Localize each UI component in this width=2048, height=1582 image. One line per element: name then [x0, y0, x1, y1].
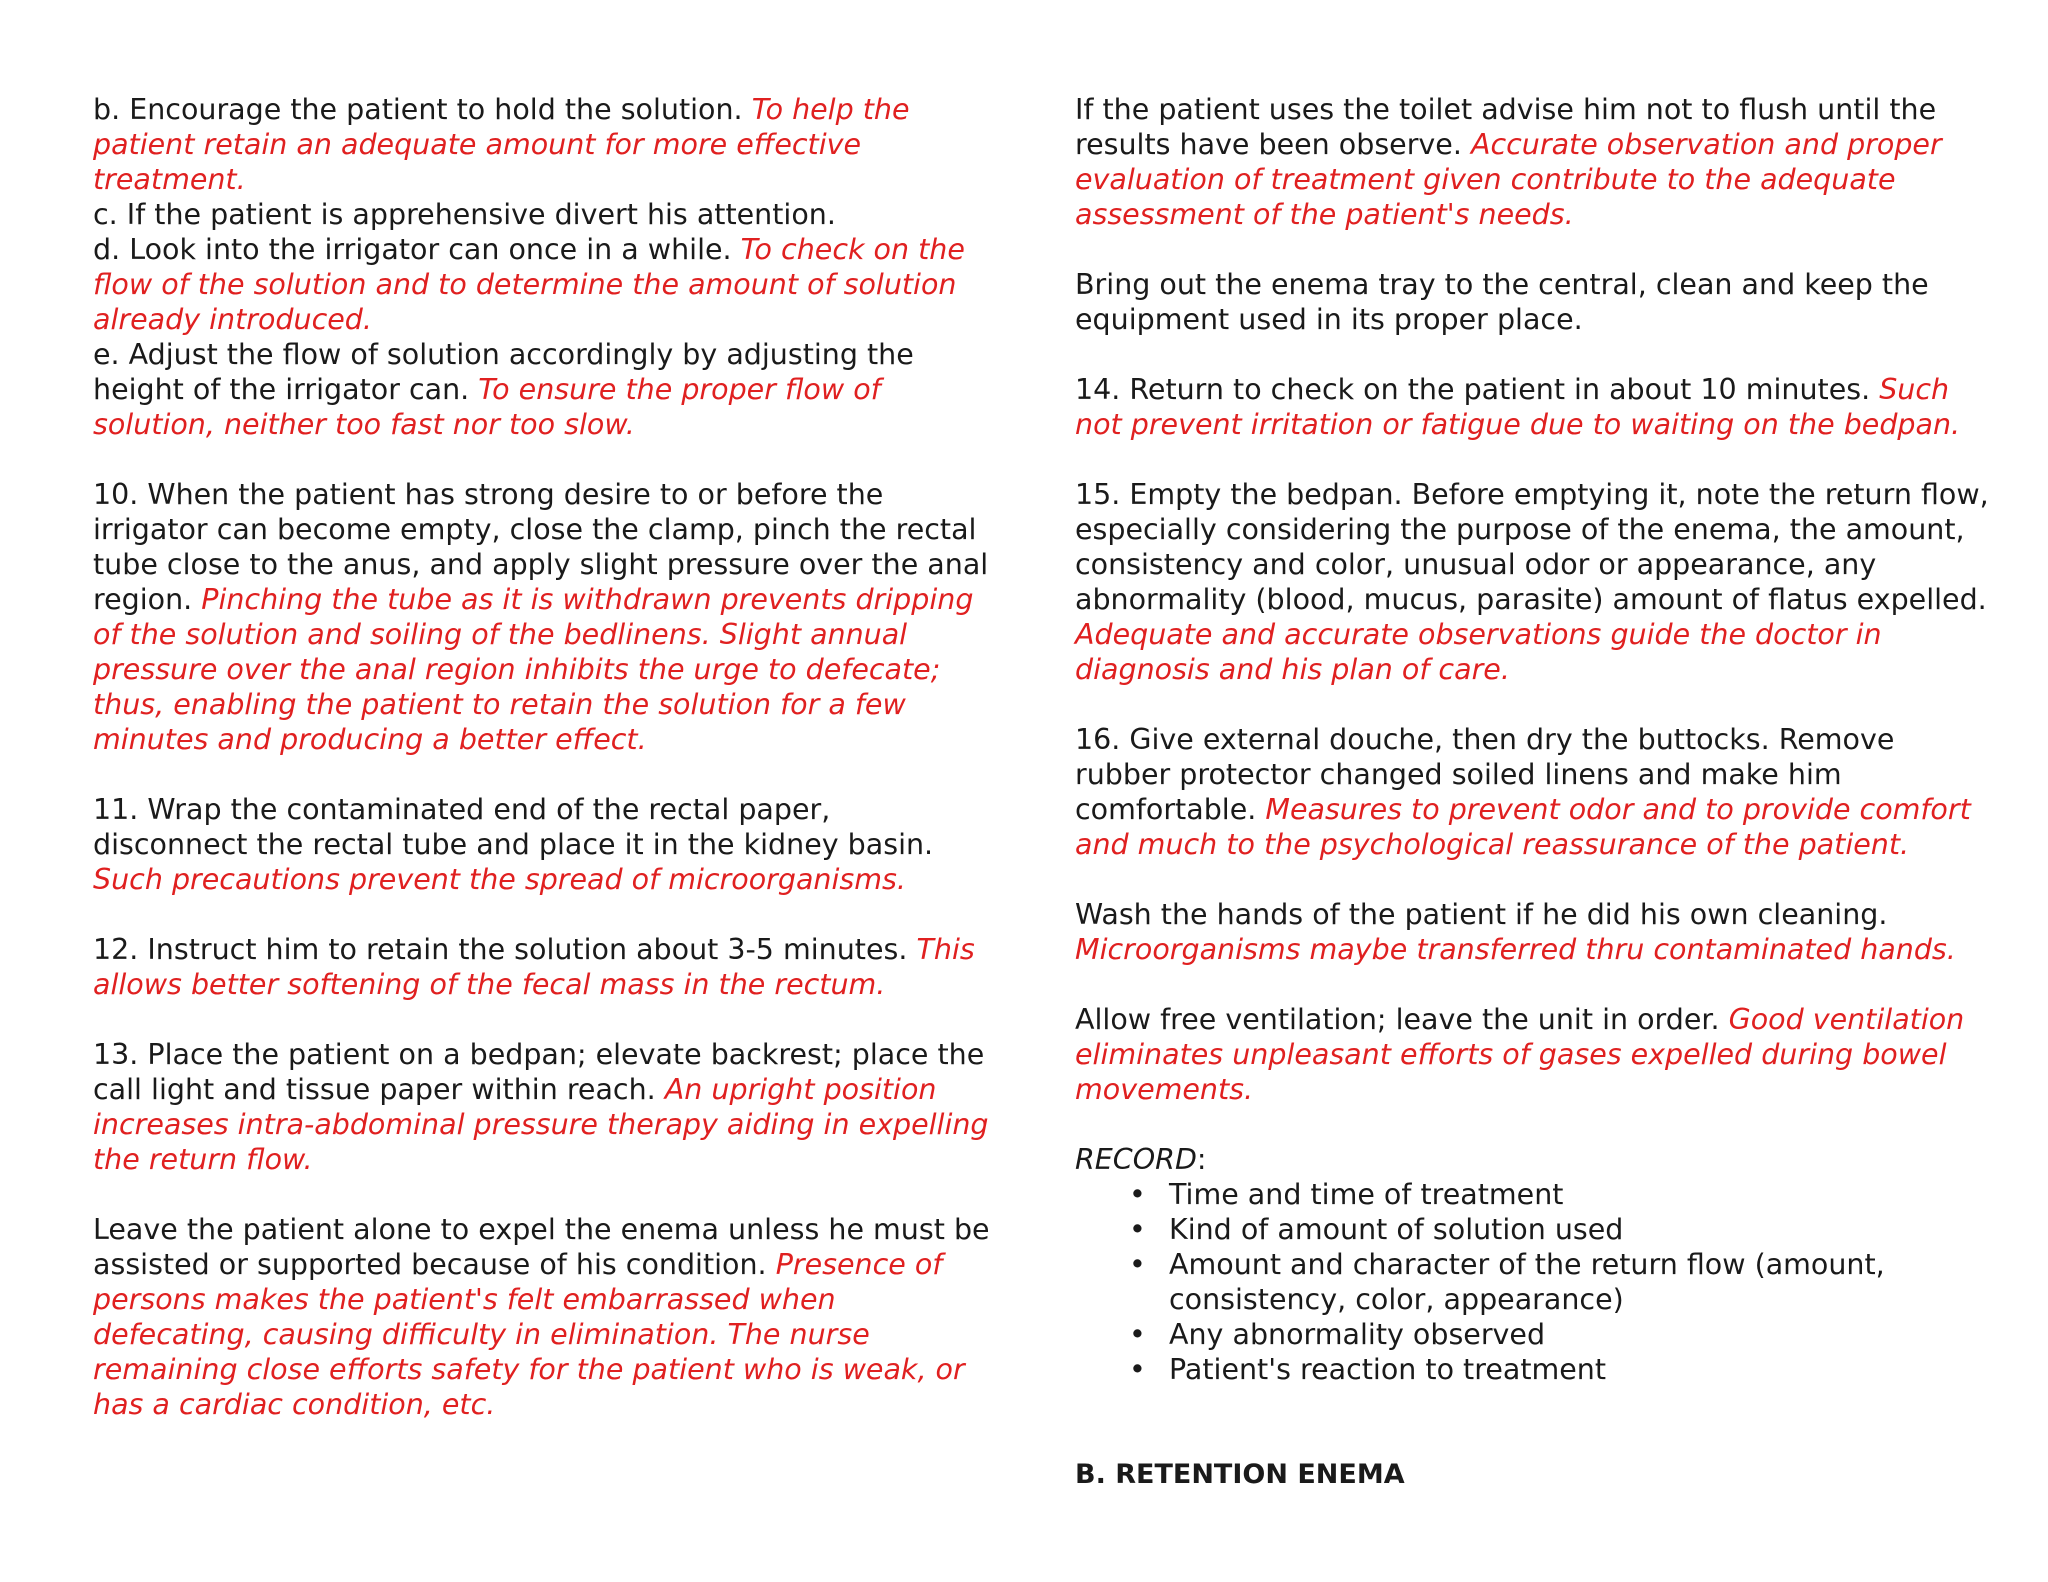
instruction-text: 16. Give external douche, then dry the buttocks. Remove rubber protector changed soiled linens and make him comfortable. — [1075, 723, 1895, 826]
paragraph — [93, 197, 993, 232]
record-heading — [1075, 1142, 1995, 1177]
paragraph — [93, 92, 993, 197]
record-list-item — [1075, 1317, 1995, 1352]
rationale-text: Adequate and accurate observations guide the doctor in diagnosis and his plan of care. — [1075, 618, 1882, 686]
instruction-text: If the patient uses the toilet advise him not to flush until the results have been observe. — [1075, 93, 1937, 161]
record-label: RECORD — [1075, 1143, 1197, 1176]
record-item-text: Patient's reaction to treatment — [1169, 1353, 1607, 1386]
instruction-text: e. Adjust the flow of solution accordingly by adjusting the height of the irrigator can. — [93, 338, 914, 406]
paragraph — [1075, 372, 1995, 442]
instruction-text: 11. Wrap the contaminated end of the rectal paper, disconnect the rectal tube and place it in the kidney basin. — [93, 793, 934, 861]
instruction-text: d. Look into the irrigator can once in a while. — [93, 233, 741, 266]
paragraph — [1075, 1002, 1995, 1107]
rationale-text: Presence of persons makes the patient's felt embarrassed when defecating, causing difficulty in elimination. The nurse remaining close efforts safety for the patient who is weak, or has a cardiac condition, etc. — [93, 1248, 965, 1421]
record-list-item — [1075, 1247, 1995, 1317]
right-column-paragraphs — [1075, 92, 1995, 1107]
paragraph — [93, 337, 993, 442]
instruction-text: 13. Place the patient on a bedpan; elevate backrest; place the call light and tissue paper within reach. — [93, 1038, 985, 1106]
section-heading: B. RETENTION ENEMA — [1075, 1459, 1405, 1490]
rationale-text: To help the patient retain an adequate amount for more effective treatment. — [93, 93, 910, 196]
instruction-text: Leave the patient alone to expel the enema unless he must be assisted or supported because of his condition. — [93, 1213, 990, 1281]
paragraph — [93, 932, 993, 1002]
record-item-text: Kind of amount of solution used — [1169, 1213, 1624, 1246]
bullet-icon: • — [1129, 1353, 1146, 1386]
rationale-text: Microorganisms maybe transferred thru contaminated hands. — [1075, 933, 1956, 966]
record-list — [1075, 1177, 1995, 1387]
record-colon: : — [1196, 1143, 1207, 1176]
paragraph — [93, 477, 993, 757]
instruction-text: 12. Instruct him to retain the solution about 3-5 minutes. — [93, 933, 917, 966]
paragraph — [1075, 267, 1995, 337]
record-item-text: Amount and character of the return flow (amount, consistency, color, appearance) — [1169, 1248, 1885, 1316]
bullet-icon: • — [1129, 1248, 1146, 1281]
rationale-text: Good ventilation eliminates unpleasant efforts of gases expelled during bowel movements. — [1075, 1003, 1965, 1106]
paragraph — [1075, 897, 1995, 967]
rationale-text: Such not prevent irritation or fatigue due to waiting on the bedpan. — [1075, 373, 1961, 441]
record-list-item — [1075, 1177, 1995, 1212]
rationale-text: An upright position increases intra-abdominal pressure therapy aiding in expelling the return flow. — [93, 1073, 989, 1176]
rationale-text: Such precautions prevent the spread of microorganisms. — [93, 863, 906, 896]
paragraph — [1075, 722, 1995, 862]
record-item-text: Any abnormality observed — [1169, 1318, 1546, 1351]
rationale-text: Pinching the tube as it is withdrawn prevents dripping of the solution and soiling of the bedlinens. Slight annual pressure over the anal region inhibits the urge to defecate; thus, enabling the patient to retain the solution for a few minutes and producing a better effect. — [93, 583, 974, 756]
record-item-text: Time and time of treatment — [1169, 1178, 1564, 1211]
rationale-text: To ensure the proper flow of solution, neither too fast nor too slow. — [93, 373, 881, 441]
record-list-item — [1075, 1212, 1995, 1247]
instruction-text: c. If the patient is apprehensive divert his attention. — [93, 198, 836, 231]
bullet-icon: • — [1129, 1318, 1146, 1351]
bullet-icon: • — [1129, 1213, 1146, 1246]
rationale-text: This allows better softening of the fecal mass in the rectum. — [93, 933, 975, 1001]
rationale-text: Measures to prevent odor and to provide comfort and much to the psychological reassurance of the patient. — [1075, 793, 1971, 861]
bullet-icon: • — [1129, 1178, 1146, 1211]
rationale-text: To check on the flow of the solution and to determine the amount of solution already introduced. — [93, 233, 965, 336]
instruction-text: 14. Return to check on the patient in about 10 minutes. — [1075, 373, 1880, 406]
record-list-item — [1075, 1352, 1995, 1387]
paragraph — [93, 1037, 993, 1177]
paragraph — [93, 232, 993, 337]
left-column — [93, 92, 993, 1457]
instruction-text: b. Encourage the patient to hold the solution. — [93, 93, 752, 126]
paragraph — [93, 1212, 993, 1422]
instruction-text: 15. Empty the bedpan. Before emptying it, note the return flow, especially considering the purpose of the enema, the amount, consistency and color, unusual odor or appearance, any abnormality (blood, mucus, parasite) amount of flatus expelled. — [1075, 478, 1989, 616]
instruction-text: Bring out the enema tray to the central, clean and keep the equipment used in its proper place. — [1075, 268, 1929, 336]
paragraph — [1075, 92, 1995, 232]
right-column — [1075, 92, 1995, 1492]
paragraph — [93, 792, 993, 897]
instruction-text: Allow free ventilation; leave the unit in order. — [1075, 1003, 1729, 1036]
instruction-text: 10. When the patient has strong desire to or before the irrigator can become empty, close the clamp, pinch the rectal tube close to the anus, and apply slight pressure over the anal region. — [93, 478, 989, 616]
instruction-text: Wash the hands of the patient if he did his own cleaning. — [1075, 898, 1888, 931]
paragraph — [1075, 477, 1995, 687]
rationale-text: Accurate observation and proper evaluation of treatment given contribute to the adequate assessment of the patient's needs. — [1075, 128, 1942, 231]
